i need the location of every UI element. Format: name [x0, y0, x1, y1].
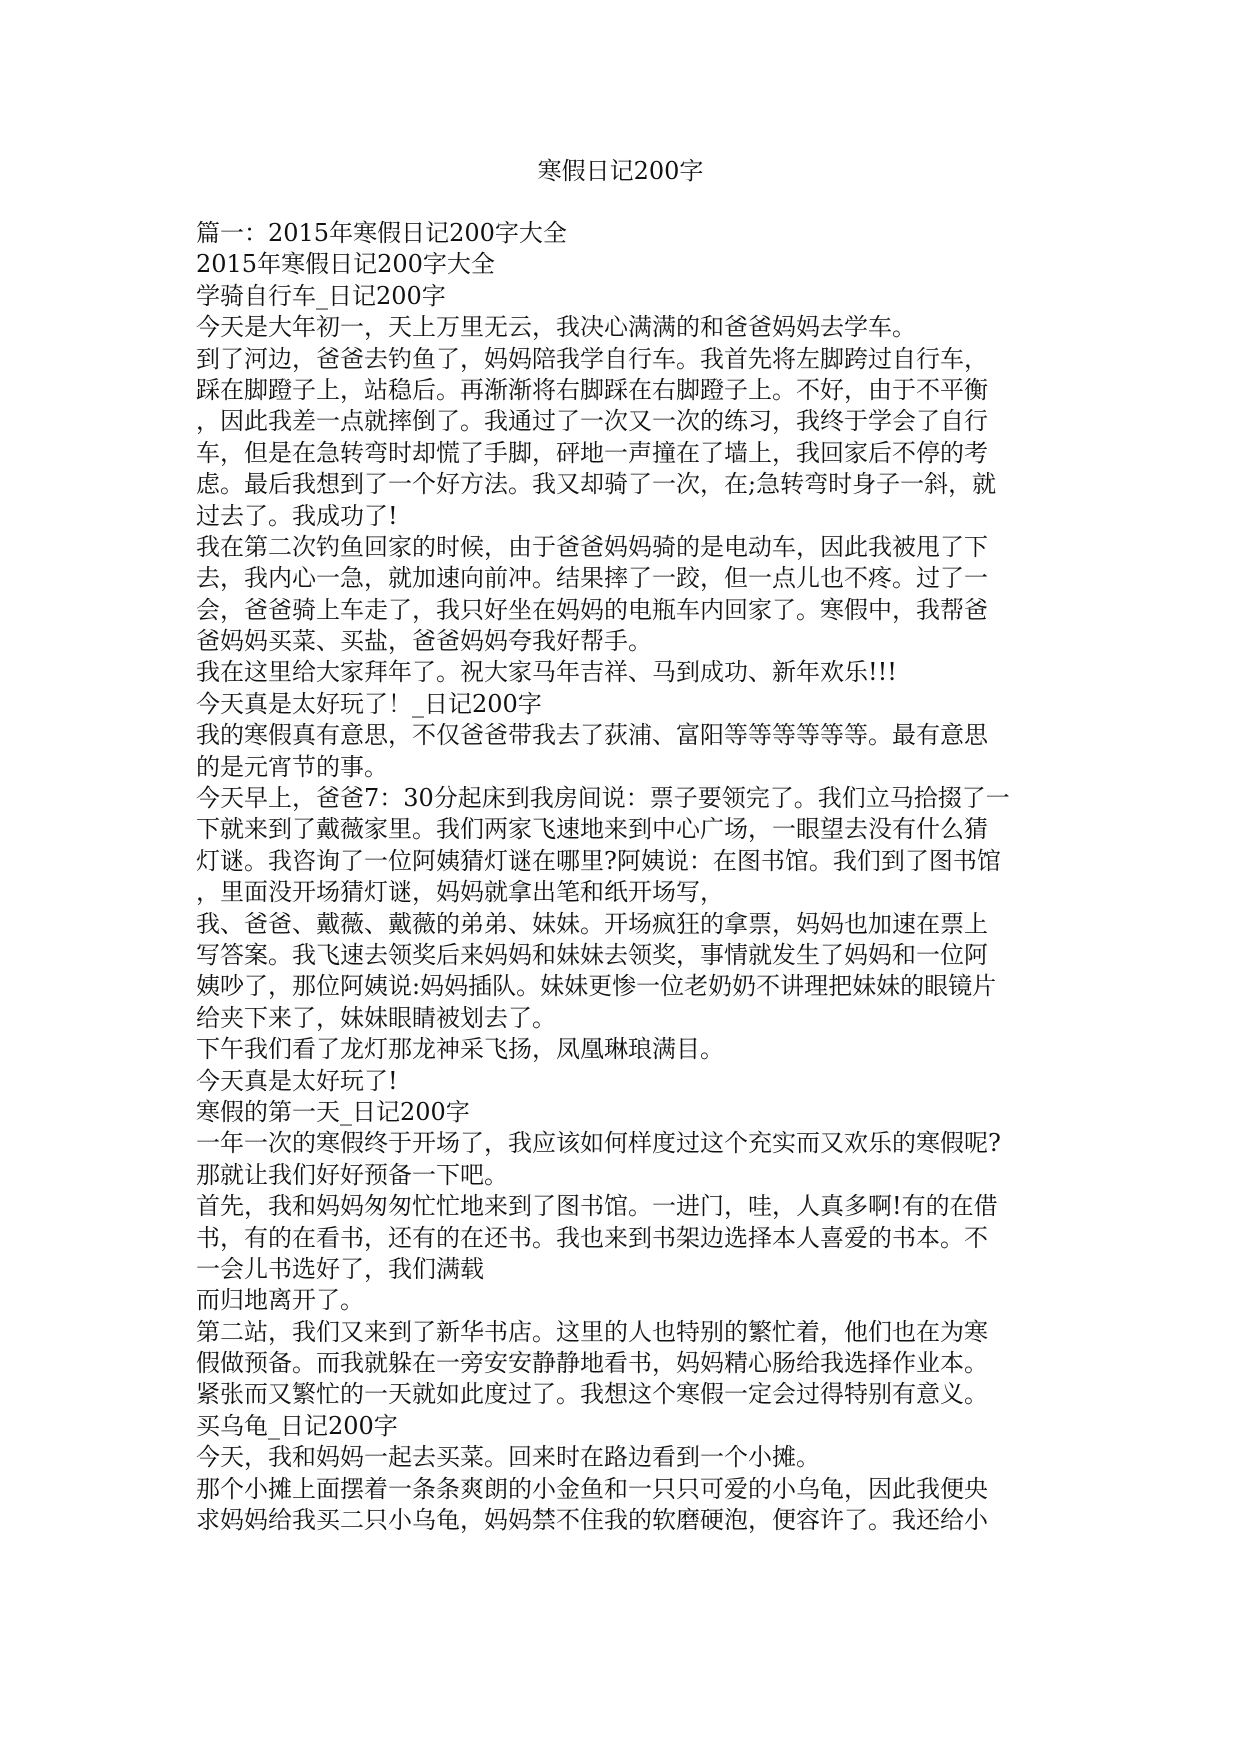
text-line: 第二站，我们又来到了新华书店。这里的人也特别的繁忙着，他们也在为寒: [196, 1317, 988, 1346]
text-line: 学骑自行车_日记200字: [196, 281, 446, 310]
text-line: 爸妈妈买菜、买盐，爸爸妈妈夸我好帮手。: [196, 627, 652, 656]
text-line: 姨吵了，那位阿姨说:妈妈插队。妹妹更惨一位老奶奶不讲理把妹妹的眼镜片: [196, 972, 997, 1001]
text-line: 那个小摊上面摆着一条条爽朗的小金鱼和一只只可爱的小乌龟，因此我便央: [196, 1474, 988, 1503]
text-line: 寒假的第一天_日记200字: [196, 1097, 470, 1126]
text-line: 给夹下来了，妹妹眼睛被划去了。: [196, 1003, 556, 1032]
text-line: 今天是大年初一，天上万里无云，我决心满满的和爸爸妈妈去学车。: [196, 313, 916, 342]
text-line: 篇一：2015年寒假日记200字大全: [196, 219, 567, 247]
text-line: 我的寒假真有意思，不仅爸爸带我去了荻浦、富阳等等等等等等。最有意思: [196, 721, 988, 750]
text-line: 我、爸爸、戴薇、戴薇的弟弟、妹妹。开场疯狂的拿票，妈妈也加速在票上: [196, 909, 988, 938]
text-line: ，里面没开场猜灯谜，妈妈就拿出笔和纸开场写，: [196, 878, 724, 907]
text-line: 一年一次的寒假终于开场了，我应该如何样度过这个充实而又欢乐的寒假呢?: [196, 1129, 1001, 1158]
text-line: 去，我内心一急，就加速向前冲。结果摔了一跤，但一点儿也不疼。过了一: [196, 564, 988, 593]
text-line: 今天真是太好玩了!: [196, 1066, 398, 1095]
text-line: 我在第二次钓鱼回家的时候，由于爸爸妈妈骑的是电动车，因此我被甩了下: [196, 532, 988, 561]
text-line: 求妈妈给我买二只小乌龟，妈妈禁不住我的软磨硬泡，便容许了。我还给小: [196, 1506, 988, 1535]
text-line: 车，但是在急转弯时却慌了手脚，砰地一声撞在了墙上，我回家后不停的考: [196, 438, 988, 467]
text-line: 首先，我和妈妈匆匆忙忙地来到了图书馆。一进门，哇，人真多啊!有的在借: [196, 1192, 998, 1221]
document-body: [196, 218, 1046, 1536]
text-line: 假做预备。而我就躲在一旁安安静静地看书，妈妈精心肠给我选择作业本。: [196, 1349, 988, 1378]
text-line: 紧张而又繁忙的一天就如此度过了。我想这个寒假一定会过得特别有意义。: [196, 1380, 988, 1409]
text-line: 而归地离开了。: [196, 1286, 364, 1315]
text-line: 今天早上，爸爸7：30分起床到我房间说：票子要领完了。我们立马拾掇了一: [196, 784, 1010, 813]
text-line: 下就来到了戴薇家里。我们两家飞速地来到中心广场，一眼望去没有什么猜: [196, 815, 988, 844]
text-line: 会，爸爸骑上车走了，我只好坐在妈妈的电瓶车内回家了。寒假中，我帮爸: [196, 595, 988, 624]
text-line: 的是元宵节的事。: [196, 752, 388, 781]
text-line: 一会儿书选好了，我们满载: [196, 1254, 484, 1283]
text-line: 书，有的在看书，还有的在还书。我也来到书架边选择本人喜爱的书本。不: [196, 1223, 988, 1252]
text-line: 那就让我们好好预备一下吧。: [196, 1160, 508, 1189]
text-line: 踩在脚蹬子上，站稳后。再渐渐将右脚踩在右脚蹬子上。不好，由于不平衡: [196, 375, 988, 404]
text-line: 2015年寒假日记200字大全: [196, 250, 495, 279]
document-title: 寒假日记200字: [537, 157, 704, 185]
text-line: 写答案。我飞速去领奖后来妈妈和妹妹去领奖，事情就发生了妈妈和一位阿: [196, 940, 988, 969]
text-line: 今天，我和妈妈一起去买菜。回来时在路边看到一个小摊。: [196, 1443, 820, 1472]
text-line: 买乌龟_日记200字: [196, 1411, 398, 1440]
text-line: 灯谜。我咨询了一位阿姨猜灯谜在哪里?阿姨说：在图书馆。我们到了图书馆: [196, 846, 1001, 875]
text-line: 虑。最后我想到了一个好方法。我又却骑了一次，在;急转弯时身子一斜，就: [196, 470, 997, 499]
text-line: 到了河边，爸爸去钓鱼了，妈妈陪我学自行车。我首先将左脚跨过自行车，: [196, 344, 988, 373]
text-line: 下午我们看了龙灯那龙神采飞扬，凤凰琳琅满目。: [196, 1035, 724, 1064]
text-line: 今天真是太好玩了！_日记200字: [196, 689, 542, 718]
text-line: ，因此我差一点就摔倒了。我通过了一次又一次的练习，我终于学会了自行: [196, 407, 988, 436]
text-line: 过去了。我成功了!: [196, 501, 398, 530]
text-line: 我在这里给大家拜年了。祝大家马年吉祥、马到成功、新年欢乐!!!: [196, 658, 897, 687]
